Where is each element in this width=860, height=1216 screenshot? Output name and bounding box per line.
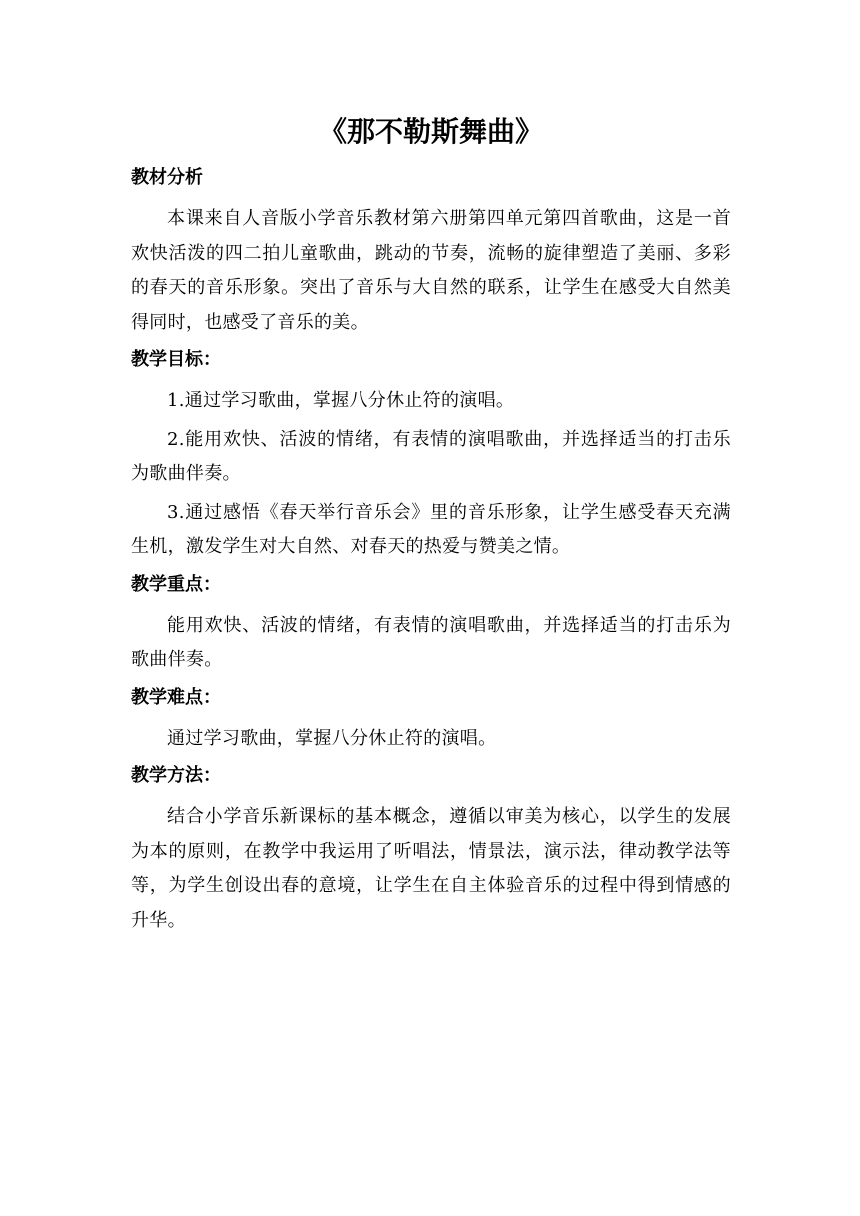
heading-spacing <box>131 601 731 609</box>
section-heading: 教学目标： <box>131 349 221 370</box>
section-paragraph: 通过学习歌曲，掌握八分休止符的演唱。 <box>167 727 497 749</box>
heading-spacing <box>131 194 731 202</box>
section-teaching-objectives <box>131 344 731 565</box>
objective-item: 3.通过感悟《春天举行音乐会》里的音乐形象，让学生感受春天充满生机，激发学生对大自然、对春天的热爱与赞美之情。 <box>131 501 731 557</box>
section-teaching-methods <box>131 760 731 938</box>
section-heading: 教材分析 <box>131 167 203 188</box>
section-paragraph: 能用欢快、活波的情绪，有表情的演唱歌曲，并选择适当的打击乐为歌曲伴奏。 <box>131 614 731 670</box>
objective-item: 1.通过学习歌曲，掌握八分休止符的演唱。 <box>167 390 515 411</box>
section-heading: 教学难点： <box>131 686 221 708</box>
section-heading: 教学方法： <box>131 765 221 786</box>
section-paragraph: 本课来自人音版小学音乐教材第六册第四单元第四首歌曲，这是一首欢快活泼的四二拍儿童歌曲，跳动的节奏，流畅的旋律塑造了美丽、多彩的春天的音乐形象。突出了音乐与大自然的联系，让学生在感受大自然美得同时，也感受了音乐的美。 <box>131 208 731 333</box>
section-paragraph: 结合小学音乐新课标的基本概念，遵循以审美为核心，以学生的发展为本的原则，在教学中我运用了听唱法，情景法，演示法，律动教学法等等，为学生创设出春的意境，让学生在自主体验音乐的过程中得到情感的升华。 <box>131 806 731 931</box>
section-teaching-focus <box>131 569 731 678</box>
section-heading: 教学重点： <box>131 573 221 595</box>
objective-item: 2.能用欢快、活波的情绪，有表情的演唱歌曲，并选择适当的打击乐为歌曲伴奏。 <box>131 428 731 484</box>
heading-spacing <box>131 376 731 384</box>
document-content <box>131 108 731 938</box>
heading-spacing <box>131 792 731 800</box>
document-title: 《那不勒斯舞曲》 <box>318 115 543 148</box>
section-teaching-difficulty <box>131 682 731 757</box>
section-material-analysis <box>131 162 731 340</box>
heading-spacing <box>131 714 731 722</box>
